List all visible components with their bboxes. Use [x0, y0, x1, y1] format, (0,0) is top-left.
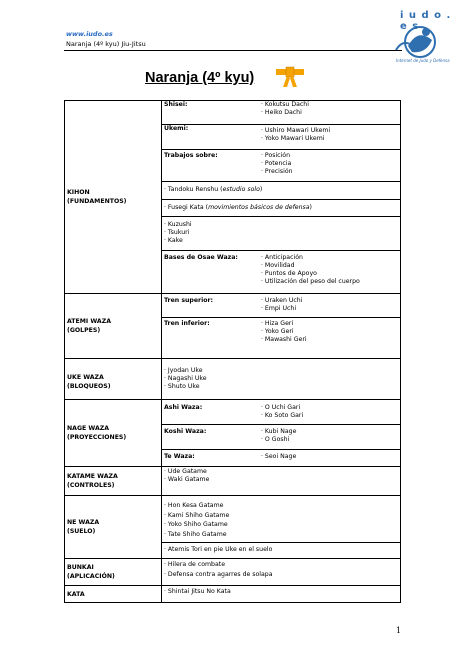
logo-text: i u d o . e s: [400, 10, 452, 32]
label-ukemi: Ukemi:: [162, 124, 259, 149]
table-row: [65, 559, 401, 586]
table-row: [65, 359, 401, 400]
list-item: · Ko Soto Gari: [261, 411, 304, 419]
table-row: [65, 400, 401, 467]
list-item: · Anticipación: [261, 253, 303, 261]
list-item: · Potencia: [261, 159, 292, 167]
orange-belt-icon: [276, 66, 304, 88]
list-item: · Yoko Mawari Ukemi: [261, 134, 325, 142]
category-katame-waza: KATAME WAZA (CONTROLES): [65, 467, 162, 496]
site-link[interactable]: www.iudo.es: [66, 30, 113, 38]
category-atemi-waza: ATEMI WAZA (GOLPES): [65, 294, 162, 359]
list-item: · Posición: [261, 151, 291, 159]
list-item: · Yoko Geri: [261, 328, 294, 336]
page-title: Naranja (4º kyu): [145, 70, 255, 86]
list-item: · Shintai Jitsu No Kata: [164, 588, 231, 595]
list-item: · Kuzushi: [164, 220, 192, 228]
list-item: · Kake: [164, 236, 183, 244]
label-tren-superior: Tren superior:: [164, 296, 214, 304]
label-te-waza: Te Waza:: [162, 450, 259, 466]
list-item: · Kubi Nage: [261, 428, 297, 435]
list-item: · Yoko Shiho Gatame: [164, 521, 228, 528]
list-item: · Movilidad: [261, 261, 295, 269]
table-row: [65, 101, 401, 294]
list-item: · Heiko Dachi: [261, 109, 302, 117]
list-item: · Uraken Uchi: [261, 296, 303, 304]
list-item: · Puntos de Apoyo: [261, 269, 317, 277]
category-nage-waza: NAGE WAZA (PROYECCIONES): [65, 400, 162, 467]
list-item: · Ushiro Mawari Ukemi: [261, 126, 331, 134]
list-item: · Kami Shiho Gatame: [164, 511, 230, 519]
document-header-title: Naranja (4º kyu) Jiu-Jitsu: [66, 40, 146, 48]
list-item: · Tsukuri: [164, 228, 190, 236]
list-item: · Shuto Uke: [164, 383, 200, 391]
iudo-logo: [382, 10, 452, 74]
list-item: · Utilización del peso del cuerpo: [261, 278, 360, 286]
curriculum-table: [64, 100, 401, 603]
list-item: · Hiza Geri: [261, 320, 294, 327]
judoka-logo-icon: [382, 10, 452, 74]
list-item: · Defensa contra agarres de solapa: [164, 570, 273, 578]
list-item: · Nagashi Uke: [164, 374, 207, 382]
list-item: · Hilera de combate: [164, 561, 226, 568]
label-koshi-waza: Koshi Waza:: [162, 425, 259, 450]
list-item: · O Goshi: [261, 436, 290, 444]
list-item: · Waki Gatame: [164, 476, 210, 484]
list-item: · Precisión: [261, 167, 293, 175]
list-item: · Mawashi Geri: [261, 336, 307, 344]
fusegi-kata: · Fusegi Kata (movimientos básicos de defensa): [162, 199, 400, 216]
label-ashi-waza: Ashi Waza:: [164, 403, 203, 411]
label-trabajos: Trabajos sobre:: [162, 149, 259, 181]
kihon-details: [162, 101, 400, 293]
page-number: 1: [396, 626, 402, 635]
table-row: [65, 586, 401, 603]
label-shisei: Shisei:: [164, 101, 188, 108]
category-kihon: KIHON (FUNDAMENTOS): [65, 101, 162, 294]
category-ne-waza: NE WAZA (SUELO): [65, 496, 162, 559]
table-row: [65, 467, 401, 496]
atemis-item: · Atemis Tori en pie Uke en el suelo: [162, 542, 400, 557]
table-row: [65, 294, 401, 359]
header-divider: [64, 50, 402, 51]
category-uke-waza: UKE WAZA (BLOQUEOS): [65, 359, 162, 400]
list-item: · O Uchi Gari: [261, 403, 301, 411]
list-item: · Jyodan Uke: [164, 366, 203, 374]
list-item: · Tate Shiho Gatame: [164, 530, 227, 538]
list-item: · Hon Kesa Gatame: [164, 502, 224, 509]
list-item: · Seoi Nage: [261, 453, 297, 460]
category-bunkai: BUNKAI (APLICACIÓN): [65, 559, 162, 586]
table-row: [65, 496, 401, 559]
category-kata: KATA: [65, 586, 162, 603]
logo-subtitle: Internet de Judo y Defensa: [396, 58, 450, 63]
label-tren-inferior: Tren inferior:: [162, 318, 259, 358]
label-osae-waza: Bases de Osae Waza:: [162, 250, 259, 293]
list-item: · Kokutsu Dachi: [261, 101, 309, 108]
tandoku-renshu: · Tandoku Renshu (estudio solo): [162, 181, 400, 199]
list-item: · Ude Gatame: [164, 468, 207, 475]
list-item: · Empi Uchi: [261, 304, 297, 312]
